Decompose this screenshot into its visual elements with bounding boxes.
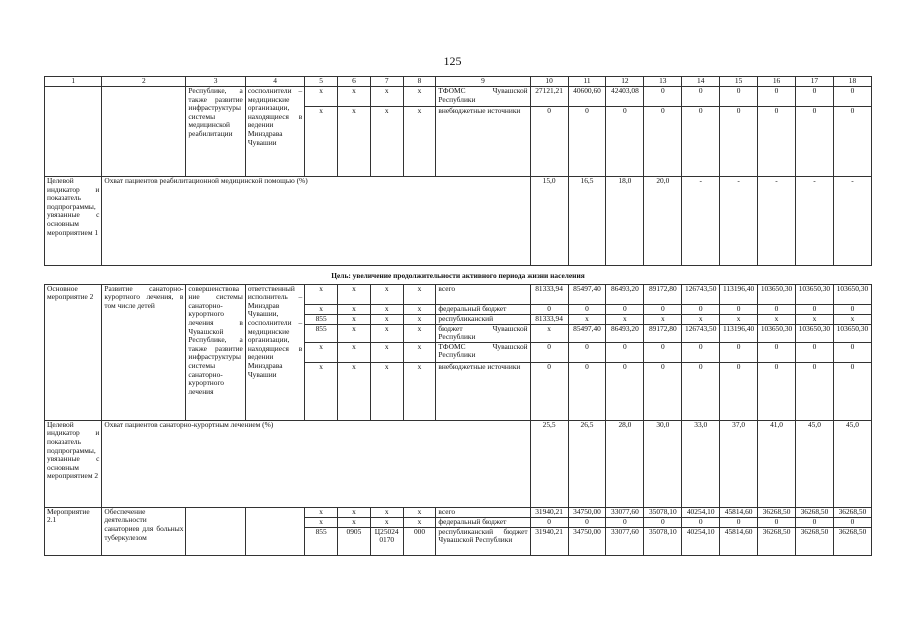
value-cell: x (305, 342, 338, 362)
task-description: Республике, а также развитие инфраструктуры системы медицинской реабилитации (186, 87, 245, 177)
value-cell: x (403, 324, 436, 342)
column-number: 8 (403, 77, 436, 87)
value-cell: 0 (720, 87, 758, 107)
value-cell: 85497,40 (568, 284, 606, 304)
value-cell: 81333,94 (530, 314, 568, 324)
value-cell: 35078,10 (644, 527, 682, 555)
value-cell: 0 (795, 342, 833, 362)
value-cell: 0 (644, 107, 682, 177)
value-cell: x (305, 362, 338, 420)
value-cell: x (338, 517, 371, 527)
value-cell: 0 (720, 304, 758, 314)
value-cell: 0 (758, 107, 796, 177)
value-cell: 0 (530, 517, 568, 527)
indicator-value: - (682, 177, 720, 266)
column-number: 4 (245, 77, 304, 87)
value-cell: x (305, 507, 338, 517)
value-cell: 0 (758, 362, 796, 420)
value-cell: x (403, 507, 436, 517)
value-cell: 0 (682, 342, 720, 362)
header-row (45, 77, 872, 87)
indicator-value: 16,5 (568, 177, 606, 266)
value-cell: 103650,30 (833, 284, 871, 304)
value-cell: 0 (568, 517, 606, 527)
value-cell: 0 (758, 87, 796, 107)
value-cell: 0 (644, 304, 682, 314)
value-cell: x (305, 517, 338, 527)
value-cell: 0 (682, 87, 720, 107)
value-cell: 0 (833, 87, 871, 107)
value-cell: x (370, 304, 403, 314)
value-cell: 42403,08 (606, 87, 644, 107)
funding-source-cell: федеральный бюджет (436, 304, 530, 314)
value-cell: x (305, 87, 338, 107)
value-cell: 35078,10 (644, 507, 682, 517)
measure-name: Основное мероприятие 2 (45, 284, 102, 420)
column-number: 17 (795, 77, 833, 87)
value-cell: 103650,30 (758, 324, 796, 342)
budget-table (44, 76, 872, 556)
indicator-value: 15,0 (530, 177, 568, 266)
indicator-value: 25,5 (530, 420, 568, 507)
funding-source-cell: федеральный бюджет (436, 517, 530, 527)
funding-source-cell: бюджет Чувашской Республики (436, 324, 530, 342)
value-cell: x (370, 342, 403, 362)
empty-cell (245, 507, 304, 555)
value-cell: 113196,40 (720, 284, 758, 304)
value-cell: x (338, 342, 371, 362)
indicator-value: 20,0 (644, 177, 682, 266)
value-cell: 0 (644, 342, 682, 362)
value-cell: 103650,30 (833, 324, 871, 342)
value-cell: x (403, 314, 436, 324)
value-cell: 40254,10 (682, 507, 720, 517)
value-cell: 0 (606, 342, 644, 362)
value-cell: x (370, 87, 403, 107)
indicator-value: - (720, 177, 758, 266)
value-cell: 36268,50 (795, 527, 833, 555)
value-cell: x (403, 517, 436, 527)
column-number: 12 (606, 77, 644, 87)
column-number: 3 (186, 77, 245, 87)
value-cell: 126743,50 (682, 324, 720, 342)
value-cell: 0 (682, 304, 720, 314)
value-cell: 0 (644, 517, 682, 527)
value-cell: 0 (644, 87, 682, 107)
value-cell: 36268,50 (758, 527, 796, 555)
funding-source-cell: внебюджетные источники (436, 107, 530, 177)
table-body (45, 77, 872, 556)
funding-source-cell: ТФОМС Чувашской Республики (436, 87, 530, 107)
value-cell: 36268,50 (795, 507, 833, 517)
value-cell: 0 (568, 342, 606, 362)
value-cell: 27121,21 (530, 87, 568, 107)
value-cell: x (338, 284, 371, 304)
value-cell: 34750,00 (568, 507, 606, 517)
indicator-value: - (833, 177, 871, 266)
value-cell: 0 (758, 342, 796, 362)
column-number: 10 (530, 77, 568, 87)
value-cell: 0 (568, 362, 606, 420)
funding-row (45, 284, 872, 304)
value-cell: 855 (305, 324, 338, 342)
value-cell: 0 (606, 107, 644, 177)
value-cell: 0 (795, 304, 833, 314)
column-number: 2 (102, 77, 186, 87)
value-cell: 0905 (338, 527, 371, 555)
value-cell: 31940,21 (530, 507, 568, 517)
value-cell: x (338, 87, 371, 107)
indicator-value: 30,0 (644, 420, 682, 507)
value-cell: 31940,21 (530, 527, 568, 555)
value-cell: 86493,20 (606, 324, 644, 342)
value-cell: 0 (795, 362, 833, 420)
measure-title: Развитие санаторно-курортного лечения, в том числе детей (102, 284, 186, 420)
value-cell: 0 (530, 342, 568, 362)
value-cell: 81333,94 (530, 284, 568, 304)
value-cell: 0 (758, 304, 796, 314)
empty-cell (102, 87, 186, 177)
value-cell: x (682, 314, 720, 324)
value-cell: x (720, 314, 758, 324)
column-number: 6 (338, 77, 371, 87)
indicator-row (45, 420, 872, 507)
value-cell: 0 (568, 304, 606, 314)
indicator-value: 45,0 (833, 420, 871, 507)
goal-heading: Цель: увеличение продолжительности активного периода жизни населения (45, 266, 872, 285)
value-cell: 0 (682, 107, 720, 177)
value-cell: Ц25024 0170 (370, 527, 403, 555)
value-cell: x (530, 324, 568, 342)
indicator-label: Целевой индикатор и показатель подпрограммы, увязанные с основным мероприятием 2 (45, 420, 102, 507)
column-number: 13 (644, 77, 682, 87)
measure-name: Мероприятие 2.1 (45, 507, 102, 555)
value-cell: x (795, 314, 833, 324)
value-cell: 0 (606, 517, 644, 527)
value-cell: 126743,50 (682, 284, 720, 304)
value-cell: 0 (795, 517, 833, 527)
indicator-value: 26,5 (568, 420, 606, 507)
column-number: 16 (758, 77, 796, 87)
value-cell: x (370, 517, 403, 527)
value-cell: 89172,80 (644, 324, 682, 342)
value-cell: 0 (530, 304, 568, 314)
measure-title: Обеспечение деятельности санаториев для больных туберкулезом (102, 507, 186, 555)
value-cell: 36268,50 (833, 507, 871, 517)
value-cell: x (338, 362, 371, 420)
value-cell: x (338, 507, 371, 517)
value-cell: 0 (833, 517, 871, 527)
value-cell: x (606, 314, 644, 324)
funding-source-cell: ТФОМС Чувашской Республики (436, 342, 530, 362)
value-cell: 89172,80 (644, 284, 682, 304)
value-cell: 103650,30 (795, 324, 833, 342)
funding-source-cell: всего (436, 507, 530, 517)
indicator-value: 41,0 (758, 420, 796, 507)
task-description: совершенствование системы санаторно-курортного лечения в Чувашской Республике, а также развитие инфраструктуры системы санаторно-курортного лечения (186, 284, 245, 420)
funding-row (45, 507, 872, 517)
value-cell: x (403, 87, 436, 107)
funding-source-cell: всего (436, 284, 530, 304)
indicator-label: Целевой индикатор и показатель подпрограммы, увязанные с основным мероприятием 1 (45, 177, 102, 266)
empty-cell (45, 87, 102, 177)
value-cell: 0 (833, 304, 871, 314)
indicator-value: 37,0 (720, 420, 758, 507)
value-cell: x (403, 362, 436, 420)
indicator-value: - (795, 177, 833, 266)
value-cell: 0 (530, 107, 568, 177)
column-number: 7 (370, 77, 403, 87)
value-cell: 40600,60 (568, 87, 606, 107)
value-cell: 33077,60 (606, 527, 644, 555)
value-cell: x (644, 314, 682, 324)
value-cell: 0 (720, 517, 758, 527)
value-cell: x (403, 304, 436, 314)
value-cell: x (403, 284, 436, 304)
value-cell: x (403, 342, 436, 362)
value-cell: 0 (606, 362, 644, 420)
indicator-text: Охват пациентов санаторно-курортным лечением (%) (102, 420, 530, 507)
indicator-text: Охват пациентов реабилитационной медицинской помощью (%) (102, 177, 530, 266)
column-number: 5 (305, 77, 338, 87)
executors-description: сосполнители – медицинские организации, находящиеся в ведении Минздрава Чувашии (245, 87, 304, 177)
page-number: 125 (443, 54, 462, 68)
value-cell: x (370, 284, 403, 304)
column-number: 18 (833, 77, 871, 87)
value-cell: x (833, 314, 871, 324)
indicator-value: 33,0 (682, 420, 720, 507)
value-cell: 36268,50 (833, 527, 871, 555)
empty-cell (186, 507, 245, 555)
value-cell: 0 (720, 107, 758, 177)
value-cell: 36268,50 (758, 507, 796, 517)
value-cell: 86493,20 (606, 284, 644, 304)
value-cell: x (305, 304, 338, 314)
value-cell: x (338, 107, 371, 177)
value-cell: 85497,40 (568, 324, 606, 342)
column-number: 9 (436, 77, 530, 87)
funding-source-cell: внебюджетные источники (436, 362, 530, 420)
value-cell: 0 (682, 362, 720, 420)
value-cell: 0 (833, 342, 871, 362)
value-cell: 45814,60 (720, 527, 758, 555)
column-number: 1 (45, 77, 102, 87)
value-cell: x (305, 107, 338, 177)
value-cell: 40254,10 (682, 527, 720, 555)
value-cell: x (758, 314, 796, 324)
value-cell: 855 (305, 314, 338, 324)
goal-row (45, 266, 872, 285)
funding-row (45, 87, 872, 107)
value-cell: 0 (833, 362, 871, 420)
value-cell: 0 (758, 517, 796, 527)
value-cell: 113196,40 (720, 324, 758, 342)
value-cell: x (370, 507, 403, 517)
funding-source-cell: республиканский (436, 314, 530, 324)
value-cell: 0 (720, 342, 758, 362)
value-cell: x (568, 314, 606, 324)
value-cell: 45814,60 (720, 507, 758, 517)
column-number: 15 (720, 77, 758, 87)
indicator-value: 45,0 (795, 420, 833, 507)
executors-description: ответственный исполнитель – Минздрав Чувашии, сосполнители – медицинские организации, находящиеся в ведении Минздрава Чувашии (245, 284, 304, 420)
value-cell: 0 (606, 304, 644, 314)
column-number: 11 (568, 77, 606, 87)
value-cell: 103650,30 (795, 284, 833, 304)
value-cell: x (403, 107, 436, 177)
value-cell: 0 (530, 362, 568, 420)
indicator-value: - (758, 177, 796, 266)
value-cell: x (338, 304, 371, 314)
value-cell: x (338, 324, 371, 342)
value-cell: 0 (795, 87, 833, 107)
value-cell: 000 (403, 527, 436, 555)
value-cell: 0 (795, 107, 833, 177)
value-cell: x (370, 324, 403, 342)
indicator-value: 18,0 (606, 177, 644, 266)
funding-source-cell: республиканский бюджет Чувашской Республики (436, 527, 530, 555)
value-cell: 34750,00 (568, 527, 606, 555)
indicator-row (45, 177, 872, 266)
value-cell: x (305, 284, 338, 304)
value-cell: 855 (305, 527, 338, 555)
value-cell: x (338, 314, 371, 324)
value-cell: x (370, 314, 403, 324)
value-cell: 0 (682, 517, 720, 527)
value-cell: 33077,60 (606, 507, 644, 517)
value-cell: 0 (720, 362, 758, 420)
value-cell: 0 (833, 107, 871, 177)
value-cell: 0 (644, 362, 682, 420)
value-cell: x (370, 107, 403, 177)
value-cell: 103650,30 (758, 284, 796, 304)
value-cell: 0 (568, 107, 606, 177)
column-number: 14 (682, 77, 720, 87)
value-cell: x (370, 362, 403, 420)
indicator-value: 28,0 (606, 420, 644, 507)
